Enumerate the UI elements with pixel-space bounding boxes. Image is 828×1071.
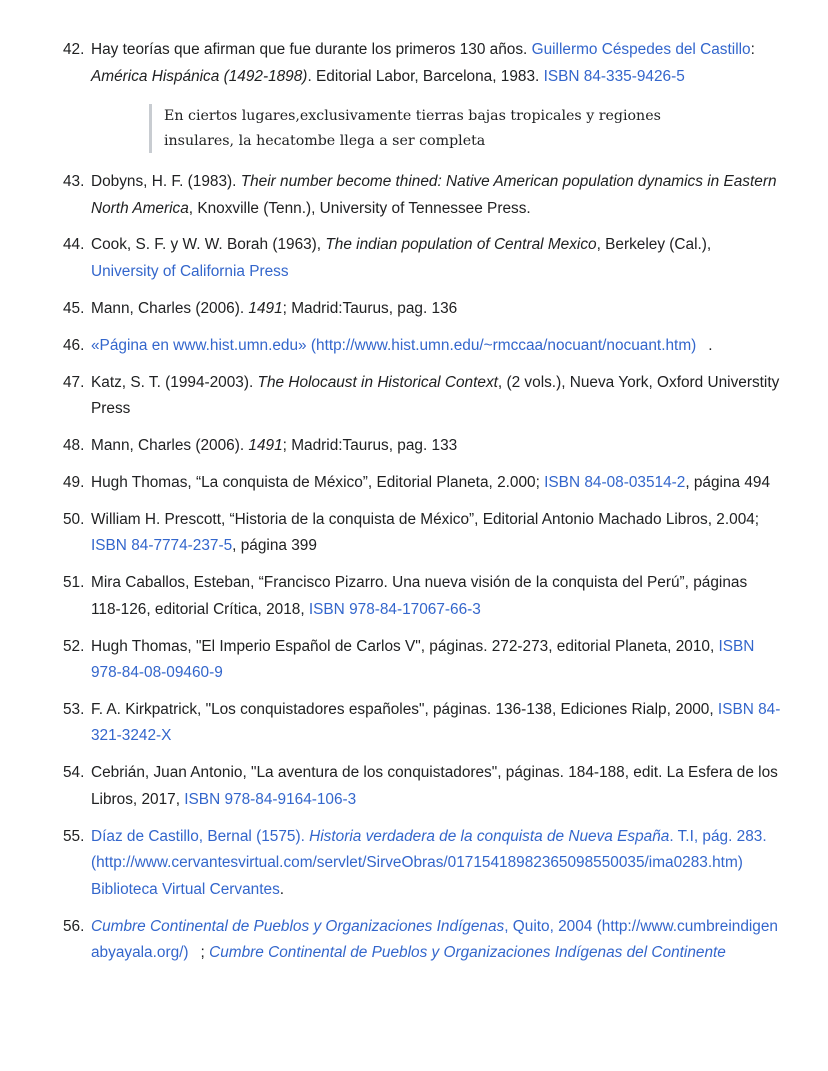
isbn-link[interactable]: ISBN 84-321-3242-X	[91, 700, 781, 745]
reference-text: ; Madrid:Taurus, pag. 133	[282, 436, 458, 454]
author-link[interactable]: Guillermo Céspedes del Castillo	[531, 41, 751, 58]
isbn-link[interactable]: ISBN 84-7774-237-5	[91, 537, 233, 555]
reference-item-43	[63, 169, 781, 222]
reference-item-42	[63, 37, 781, 153]
reference-number: 52.	[63, 637, 85, 655]
reference-text: , página 494	[685, 473, 771, 491]
reference-item-48	[63, 433, 781, 460]
reference-title: Cumbre Continental de Pueblos y Organizaciones Indígenas	[91, 917, 505, 935]
reference-text: Mann, Charles (2006).	[91, 299, 249, 317]
reference-title: América Hispánica (1492-1898)	[91, 67, 308, 85]
reference-number: 43.	[63, 173, 85, 190]
reference-item-50	[63, 507, 781, 560]
reference-text: Mann, Charles (2006).	[91, 436, 249, 454]
reference-number: 54.	[63, 764, 85, 782]
reference-number: 53.	[63, 700, 85, 718]
reference-number: 50.	[63, 510, 85, 528]
citation-author: Díaz de Castillo, Bernal (1575).	[91, 827, 310, 845]
reference-text: Katz, S. T. (1994-2003).	[91, 373, 258, 391]
references-section	[0, 37, 828, 977]
reference-text: .	[279, 880, 285, 898]
reference-number: 49.	[63, 473, 85, 491]
reference-list	[0, 37, 781, 967]
reference-item-46	[63, 333, 781, 360]
reference-text: Hugh Thomas, “La conquista de México”, Editorial Planeta, 2.000;	[91, 473, 545, 491]
reference-item-53	[63, 697, 781, 750]
reference-text: Cook, S. F. y W. W. Borah (1963),	[91, 236, 326, 254]
source-link[interactable]: Biblioteca Virtual Cervantes	[91, 880, 280, 898]
isbn-link[interactable]: ISBN 978-84-9164-106-3	[184, 790, 357, 808]
reference-number: 45.	[63, 299, 85, 317]
reference-number: 44.	[63, 236, 85, 254]
reference-text: Cebrián, Juan Antonio, "La aventura de los conquistadores", páginas. 184-188, edit. La Esfera de los Libros, 2017,	[91, 764, 778, 808]
reference-item-56	[63, 914, 781, 967]
reference-title: Their number become thined: Native American population dynamics in Eastern North America	[91, 173, 777, 217]
reference-title: The Holocaust in Historical Context	[257, 373, 498, 391]
reference-quote: En ciertos lugares,exclusivamente tierras bajas tropicales y regiones insulares, la hecatombe llega a ser completa	[149, 104, 674, 153]
reference-number: 48.	[63, 436, 85, 454]
reference-text: , Berkeley (Cal.),	[596, 236, 712, 254]
reference-text: William H. Prescott, “Historia de la conquista de México”, Editorial Antonio Machado Libros, 2.004;	[91, 510, 760, 528]
reference-text: ; Madrid:Taurus, pag. 136	[282, 299, 458, 317]
separator: ;	[200, 944, 210, 962]
reference-text: , Knoxville (Tenn.), University of Tennessee Press.	[188, 199, 531, 217]
external-link[interactable]: «Página en www.hist.umn.edu» (http://www.hist.umn.edu/~rmccaa/nocuant/nocuant.htm)	[91, 336, 697, 354]
isbn-link[interactable]: ISBN 84-08-03514-2	[544, 473, 686, 491]
reference-title: 1491	[248, 299, 283, 317]
reference-item-44	[63, 232, 781, 285]
reference-item-47	[63, 370, 781, 423]
separator: :	[750, 41, 755, 58]
reference-text: Hugh Thomas, "El Imperio Español de Carlos V", páginas. 272-273, editorial Planeta, 2010,	[91, 637, 719, 655]
isbn-link[interactable]: ISBN 978-84-17067-66-3	[308, 600, 481, 618]
isbn-link[interactable]: ISBN 84-335-9426-5	[543, 67, 685, 85]
reference-number: 51.	[63, 574, 85, 592]
reference-item-49	[63, 470, 781, 497]
citation-url: , Quito, 2004 (http://www.cumbreindigenabyayala.org/)	[91, 917, 778, 962]
publisher-link[interactable]: University of California Press	[91, 262, 289, 280]
reference-item-51	[63, 570, 781, 623]
reference-text: Dobyns, H. F. (1983).	[91, 173, 241, 190]
reference-number: 47.	[63, 373, 85, 391]
reference-number: 56.	[63, 917, 85, 935]
reference-item-52	[63, 634, 781, 687]
external-link[interactable]	[91, 828, 767, 872]
reference-text: . Editorial Labor, Barcelona, 1983.	[307, 67, 544, 85]
citation-url: . T.I, pág. 283. (http://www.cervantesvirtual.com/servlet/SirveObras/01715418982365098550035/ima0283.htm)	[91, 827, 767, 872]
reference-number: 55.	[63, 827, 85, 845]
reference-item-54	[63, 760, 781, 813]
isbn-link[interactable]: ISBN 978-84-08-09460-9	[91, 637, 755, 682]
reference-item-55	[63, 824, 781, 904]
reference-text: Hay teorías que afirman que fue durante los primeros 130 años.	[91, 41, 532, 58]
reference-text: .	[708, 336, 713, 354]
reference-text: Mira Caballos, Esteban, “Francisco Pizarro. Una nueva visión de la conquista del Perú”, páginas 118-126, editorial Crítica, 2018,	[91, 574, 748, 618]
reference-number: 46.	[63, 336, 85, 354]
reference-item-45	[63, 296, 781, 323]
reference-number: 42.	[63, 41, 85, 58]
reference-title-link[interactable]: Cumbre Continental de Pueblos y Organizaciones Indígenas del Continente	[209, 944, 726, 962]
reference-title: Historia verdadera de la conquista de Nueva España	[309, 827, 670, 845]
reference-text: , página 399	[232, 537, 317, 555]
reference-text: , (2 vols.), Nueva York, Oxford Universtity Press	[91, 373, 780, 418]
reference-title: The indian population of Central Mexico	[325, 236, 597, 254]
reference-text: F. A. Kirkpatrick, "Los conquistadores españoles", páginas. 136-138, Ediciones Rialp, 2000,	[91, 700, 718, 718]
reference-title: 1491	[248, 436, 283, 454]
